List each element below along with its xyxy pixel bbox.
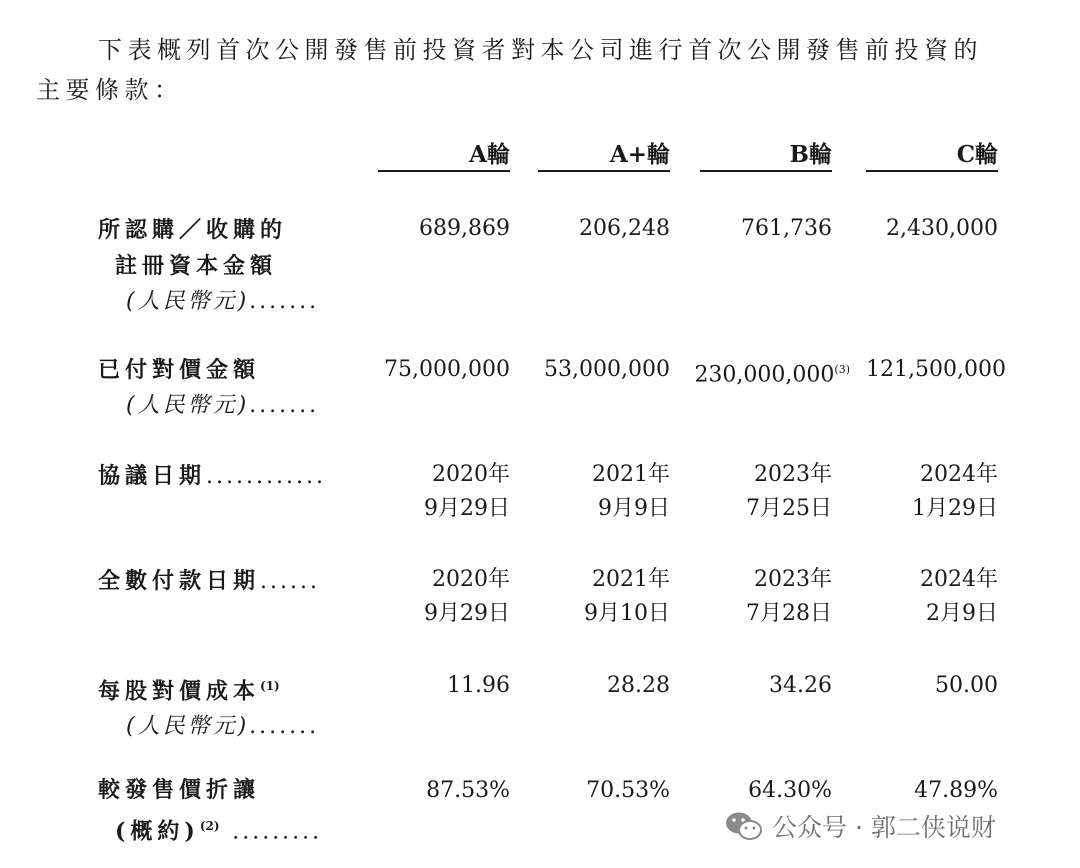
- leader-dots: ............: [206, 464, 326, 489]
- date-cell: [538, 458, 670, 526]
- date-year: 2020年: [432, 567, 510, 592]
- intro-paragraph: 下表概列首次公開發售前投資者對本公司進行首次公開發售前投資的主要條款：: [36, 36, 983, 104]
- date-day: 1月29日: [912, 496, 998, 521]
- date-cell: [378, 563, 510, 631]
- value-cell: 87.53%: [426, 778, 510, 803]
- wechat-icon: [724, 810, 764, 842]
- value-cell: 34.26: [769, 673, 832, 698]
- footnote-ref: (2): [199, 819, 220, 833]
- value-cell: 75,000,000: [384, 357, 510, 382]
- value-cell: 64.30%: [748, 778, 832, 803]
- date-cell: [866, 458, 998, 526]
- unit-text: (人民幣元): [126, 714, 250, 740]
- footnote-ref: (3): [834, 363, 850, 376]
- header-round-c: C輪: [866, 136, 998, 172]
- value-cell: 50.00: [935, 673, 998, 698]
- leader-dots: .......: [249, 393, 320, 418]
- row-unit: [98, 284, 319, 320]
- date-year: 2021年: [592, 462, 670, 487]
- date-day: 9月29日: [424, 601, 510, 626]
- row-label-line: 所認購／收購的: [98, 217, 288, 243]
- unit-text: (人民幣元): [126, 289, 250, 314]
- date-day: 2月9日: [926, 601, 998, 626]
- row-unit: [98, 709, 319, 745]
- date-day: 7月28日: [746, 601, 832, 626]
- row-unit: [98, 388, 319, 424]
- date-day: 9月9日: [598, 496, 670, 521]
- date-year: 2023年: [754, 462, 832, 487]
- value-cell: 53,000,000: [544, 357, 670, 382]
- date-cell: [538, 563, 670, 631]
- value-cell: [690, 353, 850, 392]
- row-label-line: 協議日期: [98, 463, 207, 489]
- row-label-registered-capital: [98, 212, 319, 320]
- value-cell: 2,430,000: [886, 216, 998, 241]
- row-label-line: 全數付款日期: [98, 568, 261, 594]
- header-round-a-plus: A+輪: [538, 136, 670, 172]
- header-round-a: A輪: [378, 136, 510, 172]
- row-label-line: 較發售價折讓: [98, 777, 261, 803]
- leader-dots: .......: [249, 289, 320, 314]
- value-text: 230,000,000: [694, 362, 835, 388]
- value-cell: 47.89%: [914, 778, 998, 803]
- date-cell: [866, 563, 998, 631]
- row-label-agreement-date: [98, 458, 326, 495]
- header-round-b: B輪: [700, 136, 832, 172]
- value-cell: 761,736: [741, 216, 832, 241]
- date-day: 7月25日: [746, 496, 832, 521]
- row-label-cost-per-share: [98, 668, 319, 745]
- date-day: 9月10日: [584, 601, 670, 626]
- date-day: 9月29日: [424, 496, 510, 521]
- value-cell: 11.96: [447, 673, 510, 698]
- value-cell: 28.28: [607, 673, 670, 698]
- row-sub-label: [98, 808, 322, 850]
- unit-text: (人民幣元): [126, 393, 250, 418]
- leader-dots: ......: [260, 569, 320, 594]
- row-label-payment-date: [98, 563, 320, 600]
- leader-dots: .........: [232, 819, 323, 845]
- leader-dots: .......: [249, 714, 320, 740]
- row-label-line: 註冊資本金額: [115, 253, 278, 279]
- row-label-line: [98, 668, 319, 709]
- watermark-text: 公众号 · 郭二侠说财: [772, 813, 996, 842]
- sub-label-text: (概約): [115, 818, 200, 845]
- date-cell: [378, 458, 510, 526]
- watermark: [724, 806, 996, 846]
- date-year: 2024年: [920, 567, 998, 592]
- row-label-line: 已付對價金額: [98, 357, 261, 383]
- date-year: 2020年: [432, 462, 510, 487]
- value-cell: 121,500,000: [866, 357, 1006, 382]
- date-year: 2023年: [754, 567, 832, 592]
- footnote-ref: (1): [260, 679, 280, 693]
- value-cell: 206,248: [579, 216, 670, 241]
- value-cell: 70.53%: [586, 778, 670, 803]
- value-cell: 689,869: [419, 216, 510, 241]
- row-label-consideration-paid: [98, 352, 319, 424]
- date-year: 2024年: [920, 462, 998, 487]
- date-year: 2021年: [592, 567, 670, 592]
- date-cell: [700, 563, 832, 631]
- row-label-discount: [98, 772, 322, 850]
- row-label-text: 每股對價成本: [98, 678, 261, 705]
- date-cell: [700, 458, 832, 526]
